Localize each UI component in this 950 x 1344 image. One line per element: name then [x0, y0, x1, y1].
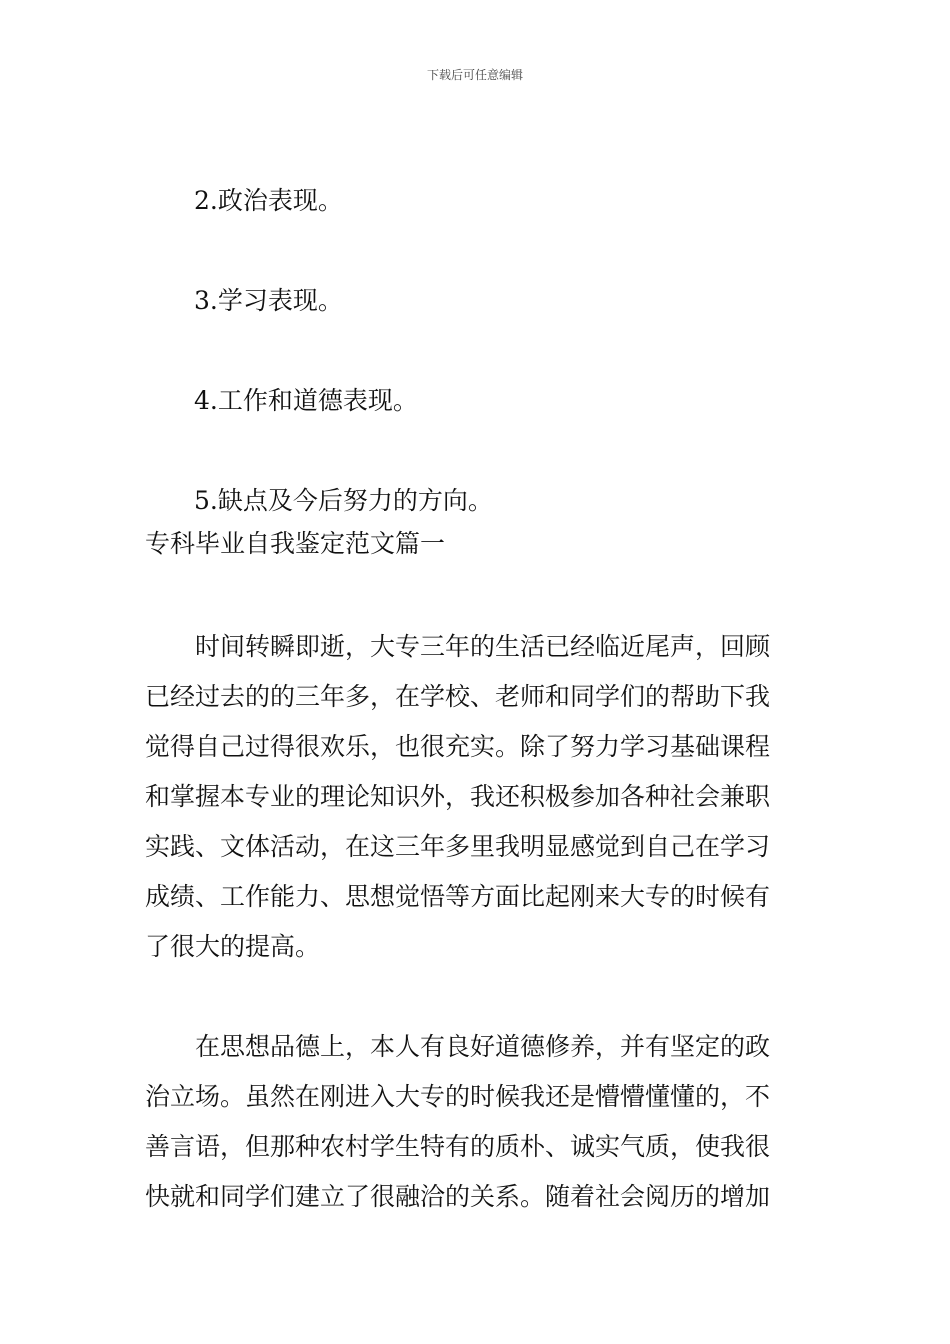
paragraph-line: 已经过去的的三年多，在学校、老师和同学们的帮助下我 [145, 682, 771, 711]
list-item-shortcomings: 5.缺点及今后努力的方向。 [194, 486, 493, 515]
page-header-note: 下载后可任意编辑 [426, 68, 523, 82]
paragraph-line: 时间转瞬即逝，大专三年的生活已经临近尾声，回顾 [195, 632, 771, 661]
paragraph-line: 善言语，但那种农村学生特有的质朴、诚实气质，使我很 [145, 1132, 771, 1161]
paragraph-line: 快就和同学们建立了很融洽的关系。随着社会阅历的增加 [145, 1182, 771, 1211]
paragraph-line: 实践、文体活动，在这三年多里我明显感觉到自己在学习 [145, 832, 771, 861]
list-item-political: 2.政治表现。 [194, 186, 343, 215]
list-item-work-ethics: 4.工作和道德表现。 [194, 386, 418, 415]
list-item-study: 3.学习表现。 [194, 286, 343, 315]
paragraph-moral [145, 1022, 805, 1222]
paragraph-line: 在思想品德上，本人有良好道德修养，并有坚定的政 [195, 1032, 771, 1061]
paragraph-line: 和掌握本专业的理论知识外，我还积极参加各种社会兼职 [145, 782, 771, 811]
paragraph-intro [145, 622, 805, 972]
section-title: 专科毕业自我鉴定范文篇一 [145, 529, 446, 558]
paragraph-line: 成绩、工作能力、思想觉悟等方面比起刚来大专的时候有 [145, 882, 771, 911]
paragraph-line: 治立场。虽然在刚进入大专的时候我还是懵懵懂懂的，不 [145, 1082, 771, 1111]
paragraph-line: 了很大的提高。 [145, 932, 321, 961]
paragraph-line: 觉得自己过得很欢乐，也很充实。除了努力学习基础课程 [145, 732, 771, 761]
